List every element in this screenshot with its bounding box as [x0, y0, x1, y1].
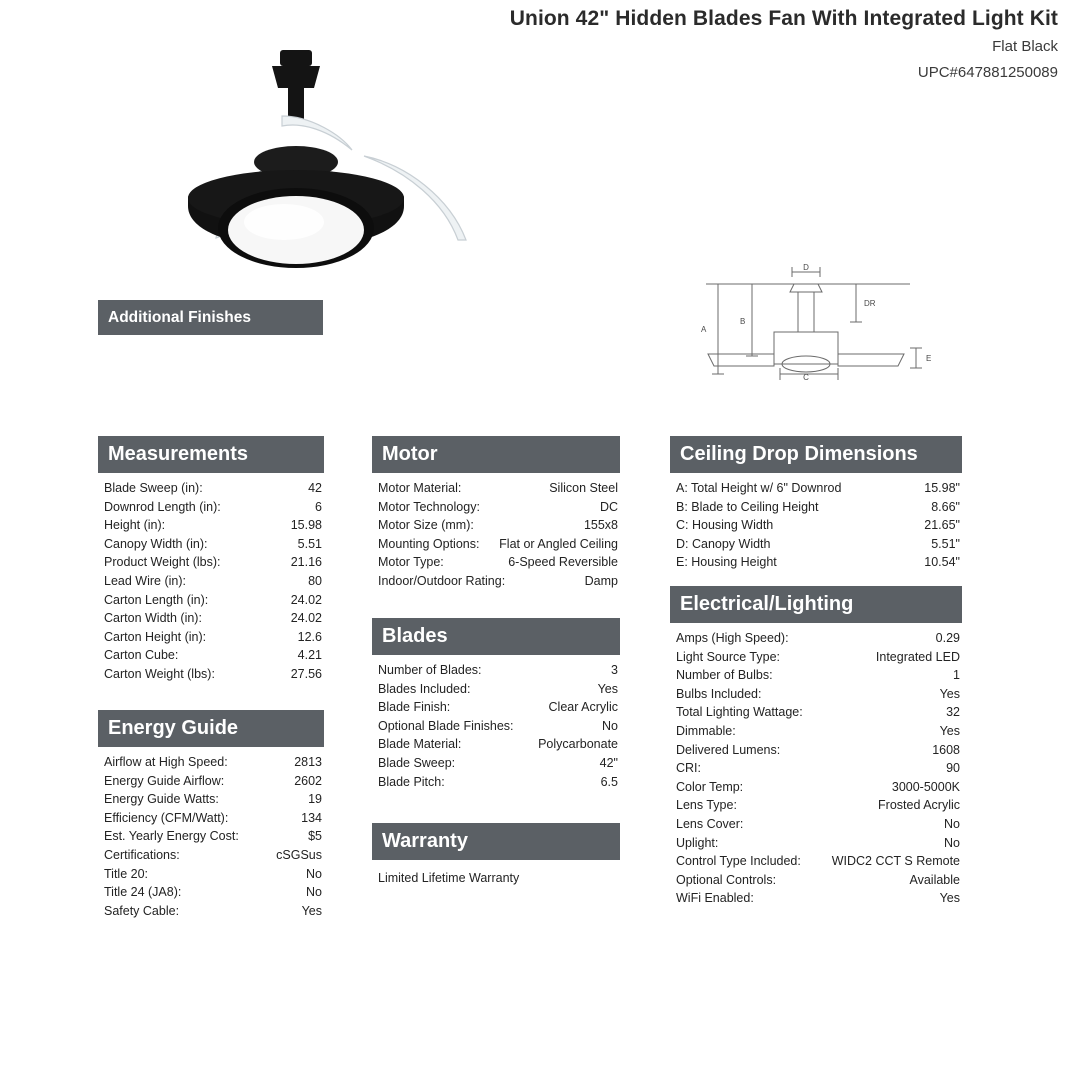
row-value: No: [944, 835, 960, 850]
table-row: [670, 759, 962, 778]
section-motor: [372, 436, 620, 591]
row-value: 134: [301, 810, 322, 825]
row-value: 27.56: [290, 666, 322, 681]
row-value: 1608: [932, 742, 960, 757]
row-key: Blade Sweep (in):: [104, 481, 203, 495]
table-row: [670, 741, 962, 760]
row-key: Blade Pitch:: [378, 774, 445, 789]
table-row: [670, 479, 962, 498]
row-value: 4.21: [297, 648, 322, 663]
row-key: Color Temp:: [676, 779, 744, 794]
row-value: 0.29: [935, 631, 960, 645]
electrical-rows: [670, 629, 962, 908]
table-row: [98, 572, 324, 591]
row-value: Clear Acrylic: [548, 700, 618, 715]
motor-rows: [372, 479, 620, 591]
row-key: Title 24 (JA8):: [104, 885, 182, 900]
row-key: Carton Weight (lbs):: [104, 666, 215, 681]
table-row: [372, 680, 620, 699]
table-row: [98, 865, 324, 884]
row-value: 6: [315, 499, 322, 514]
table-row: [670, 852, 962, 871]
table-row: [98, 846, 324, 865]
row-value: 6.5: [600, 774, 618, 789]
row-key: Title 20:: [104, 866, 149, 881]
row-key: Number of Bulbs:: [676, 668, 773, 683]
row-key: Lead Wire (in):: [104, 573, 186, 588]
row-value: Yes: [939, 686, 960, 701]
row-key: Blade Material:: [378, 737, 462, 752]
diagram-label-d: D: [803, 263, 809, 272]
row-value: Available: [909, 872, 960, 887]
blades-rows: [372, 661, 620, 791]
table-row: [670, 703, 962, 722]
row-key: Light Source Type:: [676, 649, 781, 664]
table-row: [98, 628, 324, 647]
diagram-label-c: C: [803, 373, 809, 382]
diagram-label-dr: DR: [864, 299, 876, 308]
row-value: 5.51": [931, 536, 960, 551]
row-value: 42": [599, 755, 618, 770]
table-row: [372, 535, 620, 554]
dimension-diagram: [670, 262, 970, 412]
additional-finishes-label: Additional Finishes: [108, 308, 251, 326]
table-row: [98, 516, 324, 535]
diagram-label-a: A: [701, 325, 707, 334]
row-key: Indoor/Outdoor Rating:: [378, 573, 506, 588]
row-value: 8.66": [931, 499, 960, 514]
row-value: $5: [308, 829, 322, 844]
table-row: [98, 809, 324, 828]
warranty-text: Limited Lifetime Warranty: [378, 871, 520, 885]
row-key: Number of Blades:: [378, 663, 482, 677]
table-row: [670, 535, 962, 554]
section-blades: [372, 618, 620, 791]
table-row: [372, 516, 620, 535]
table-row: [670, 685, 962, 704]
row-key: Energy Guide Watts:: [104, 792, 219, 807]
row-value: 80: [308, 573, 322, 588]
row-key: Control Type Included:: [676, 854, 801, 869]
energy-guide-rows: [98, 753, 324, 920]
row-key: Height (in):: [104, 518, 166, 533]
table-row: [670, 722, 962, 741]
row-key: Blade Finish:: [378, 700, 451, 715]
row-key: Product Weight (lbs):: [104, 555, 221, 570]
row-key: Total Lighting Wattage:: [676, 705, 803, 720]
table-row: [98, 902, 324, 921]
section-title-electrical: Electrical/Lighting: [670, 586, 962, 623]
table-row: [98, 646, 324, 665]
ceiling-drop-rows: [670, 479, 962, 572]
table-row: [98, 553, 324, 572]
row-value: 3: [611, 663, 618, 677]
section-measurements: [98, 436, 324, 684]
table-row: [670, 815, 962, 834]
row-value: 6-Speed Reversible: [508, 555, 618, 570]
table-row: [98, 772, 324, 791]
row-key: Motor Size (mm):: [378, 518, 474, 533]
row-value: 2813: [294, 755, 322, 769]
row-key: Energy Guide Airflow:: [104, 773, 225, 788]
row-key: C: Housing Width: [676, 518, 774, 533]
product-header: [510, 6, 1058, 81]
table-row: [98, 883, 324, 902]
diagram-label-e: E: [926, 354, 932, 363]
table-row: [670, 871, 962, 890]
table-row: [670, 666, 962, 685]
table-row: [670, 648, 962, 667]
row-key: Carton Height (in):: [104, 629, 207, 644]
row-value: Frosted Acrylic: [878, 798, 960, 813]
row-value: 155x8: [583, 518, 618, 533]
row-key: Amps (High Speed):: [676, 631, 789, 645]
row-value: No: [602, 718, 618, 733]
row-key: Carton Cube:: [104, 648, 179, 663]
row-value: 90: [946, 761, 960, 776]
diagram-label-b: B: [740, 317, 746, 326]
row-value: 19: [308, 792, 322, 807]
row-key: Blades Included:: [378, 681, 471, 696]
row-value: 15.98: [290, 518, 322, 533]
row-key: Airflow at High Speed:: [104, 755, 228, 769]
page-title: Union 42" Hidden Blades Fan With Integrated Light Kit: [509, 7, 1058, 30]
row-value: Yes: [301, 903, 322, 918]
row-value: Integrated LED: [875, 649, 960, 664]
table-row: [98, 535, 324, 554]
row-value: DC: [599, 499, 618, 514]
product-upc: UPC#647881250089: [917, 64, 1058, 81]
row-value: 32: [946, 705, 960, 720]
table-row: [98, 790, 324, 809]
row-value: 3000-5000K: [891, 779, 960, 794]
row-value: Yes: [597, 681, 618, 696]
row-key: WiFi Enabled:: [676, 891, 754, 906]
table-row: [670, 796, 962, 815]
table-row: [372, 717, 620, 736]
table-row: [98, 827, 324, 846]
row-key: Mounting Options:: [378, 536, 480, 551]
table-row: [372, 698, 620, 717]
row-value: WIDC2 CCT S Remote: [831, 854, 960, 869]
row-value: 5.51: [297, 536, 322, 551]
row-value: 21.65": [924, 518, 960, 533]
table-row: [372, 735, 620, 754]
table-row: [670, 516, 962, 535]
row-key: Carton Width (in):: [104, 611, 202, 626]
section-title-energy-guide: Energy Guide: [98, 710, 324, 747]
row-value: Silicon Steel: [549, 481, 618, 495]
section-title-measurements: Measurements: [98, 436, 324, 473]
row-key: Blade Sweep:: [378, 755, 456, 770]
row-value: 15.98": [924, 481, 960, 495]
row-key: D: Canopy Width: [676, 536, 771, 551]
row-value: 24.02: [290, 611, 322, 626]
row-key: Est. Yearly Energy Cost:: [104, 829, 239, 844]
row-key: Lens Type:: [676, 798, 737, 813]
table-row: [98, 479, 324, 498]
row-key: Delivered Lumens:: [676, 742, 781, 757]
row-value: Yes: [939, 723, 960, 738]
row-value: Flat or Angled Ceiling: [499, 536, 618, 551]
section-warranty: [372, 823, 620, 888]
row-key: A: Total Height w/ 6" Downrod: [676, 481, 842, 495]
table-row: [372, 661, 620, 680]
row-value: 1: [953, 668, 960, 683]
product-image: [96, 30, 536, 280]
table-row: [372, 572, 620, 591]
table-row: [670, 834, 962, 853]
row-value: 10.54": [924, 555, 960, 570]
row-key: Efficiency (CFM/Watt):: [104, 810, 229, 825]
row-value: 42: [308, 481, 322, 495]
row-key: Uplight:: [676, 835, 719, 850]
row-key: Lens Cover:: [676, 816, 744, 831]
row-value: Yes: [939, 891, 960, 906]
table-row: [98, 753, 324, 772]
table-row: [372, 754, 620, 773]
row-value: Polycarbonate: [538, 737, 618, 752]
product-finish: Flat Black: [992, 38, 1058, 55]
table-row: [670, 553, 962, 572]
row-value: 12.6: [297, 629, 322, 644]
row-value: 21.16: [290, 555, 322, 570]
row-value: Damp: [584, 573, 618, 588]
row-value: No: [306, 866, 322, 881]
row-key: Canopy Width (in):: [104, 536, 208, 551]
table-row: [372, 773, 620, 792]
row-key: Motor Material:: [378, 481, 462, 495]
row-value: 2602: [294, 773, 322, 788]
table-row: [670, 778, 962, 797]
row-key: CRI:: [676, 761, 701, 776]
table-row: [98, 591, 324, 610]
row-value: cSGSus: [276, 847, 322, 862]
section-electrical-lighting: [670, 586, 962, 908]
row-key: B: Blade to Ceiling Height: [676, 499, 819, 514]
row-value: No: [944, 816, 960, 831]
table-row: [98, 498, 324, 517]
table-row: [372, 553, 620, 572]
row-key: Bulbs Included:: [676, 686, 762, 701]
row-key: E: Housing Height: [676, 555, 777, 570]
table-row: [670, 889, 962, 908]
section-title-ceiling-drop: Ceiling Drop Dimensions: [670, 436, 962, 473]
row-key: Motor Type:: [378, 555, 444, 570]
row-key: Optional Blade Finishes:: [378, 718, 514, 733]
measurements-rows: [98, 479, 324, 684]
row-value: No: [306, 885, 322, 900]
table-row: [372, 479, 620, 498]
table-row: [670, 498, 962, 517]
row-key: Carton Length (in):: [104, 592, 209, 607]
row-key: Safety Cable:: [104, 903, 180, 918]
table-row: [98, 665, 324, 684]
section-title-motor: Motor: [372, 436, 620, 473]
additional-finishes-bar: [98, 300, 323, 335]
row-value: 24.02: [290, 592, 322, 607]
row-key: Optional Controls:: [676, 872, 777, 887]
table-row: [98, 609, 324, 628]
row-key: Certifications:: [104, 847, 180, 862]
section-title-blades: Blades: [372, 618, 620, 655]
row-key: Dimmable:: [676, 723, 736, 738]
row-key: Motor Technology:: [378, 499, 480, 514]
table-row: [372, 498, 620, 517]
table-row: [670, 629, 962, 648]
row-key: Downrod Length (in):: [104, 499, 221, 514]
section-energy-guide: [98, 710, 324, 920]
section-ceiling-drop-dimensions: [670, 436, 962, 572]
section-title-warranty: Warranty: [372, 823, 620, 860]
